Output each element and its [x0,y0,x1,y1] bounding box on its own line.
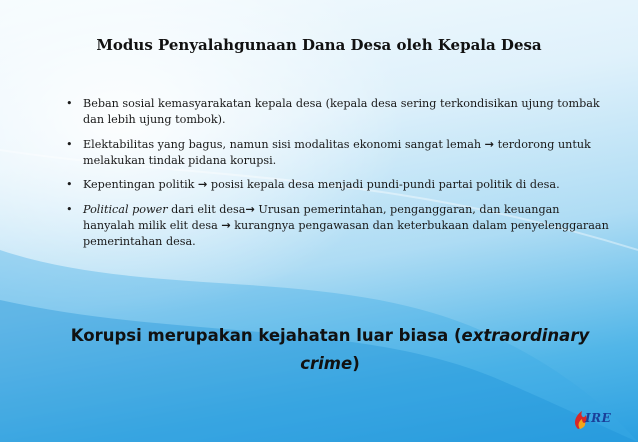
closing-prefix: Korupsi merupakan kejahatan luar biasa ( [70,326,462,345]
bullet-item [66,202,611,250]
right-arrow-icon: → [198,178,208,191]
slide-title: Modus Penyalahgunaan Dana Desa oleh Kepala Desa [96,36,542,54]
right-arrow-icon: → [484,137,495,151]
bullet-text: Beban sosial kemasyarakatan kepala desa (kepala desa sering terkondisikan ujung tombak dan lebih ujung tombok). [83,97,600,126]
logo-text: IRE [585,411,612,425]
bullet-text: dari elit desa [167,202,246,216]
bullet-dot: • [66,202,73,216]
closing-italic: extraordinary crime [300,326,590,373]
bullet-list [66,96,611,258]
bullet-text: Urusan pemerintahan, penganggaran, dan keuangan hanyalah milik elit desa [83,202,560,232]
right-arrow-icon: → [221,218,231,232]
bullet-dot: • [66,97,73,110]
bullet-item [66,96,611,128]
right-arrow-icon: → [245,202,255,216]
bullet-item [66,137,611,169]
bullet-text: Elektabilitas yang bagus, namun sisi modalitas ekonomi sangat lemah [83,137,485,151]
bullet-dot: • [66,178,73,191]
bullet-item [66,177,611,193]
bullet-text: posisi kepala desa menjadi pundi-pundi partai politik di desa. [207,178,560,191]
bullet-dot: • [66,137,73,151]
bullet-text: Kepentingan politik [83,178,198,191]
bullet-text: terdorong untuk melakukan tindak pidana korupsi. [83,137,591,167]
closing-statement [70,322,590,378]
bullet-text: kurangnya pengawasan dan keterbukaan dalam penyelenggaraan pemerintahan desa. [83,218,609,248]
bullet-italic: Political power [83,202,168,216]
closing-suffix: ) [352,354,360,373]
